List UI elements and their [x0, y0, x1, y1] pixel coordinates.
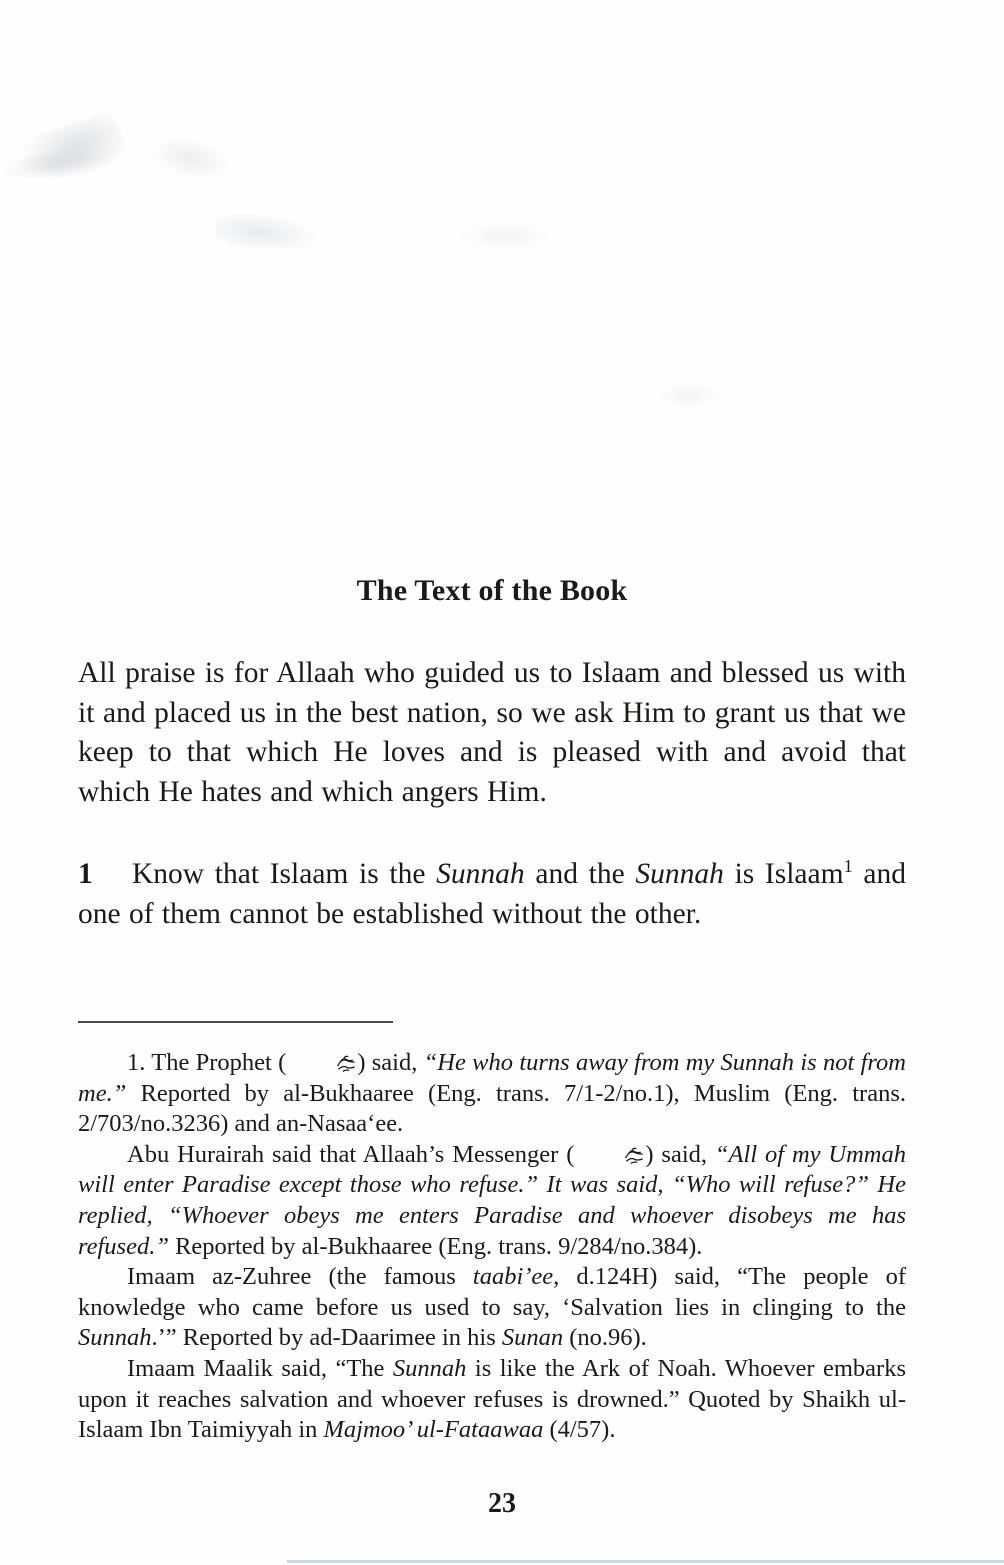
footnote-separator-rule [78, 1021, 393, 1023]
footnote-paragraph-4: Imaam Maalik said, “The Sunnah is like the Ark of Noah. Whoever embarks upon it reaches salvation and whoever refuses is drowned.” Quoted by Shaikh ul-Islaam Ibn Taimiyyah in Majmoo’ ul-Fataawaa (4/57). [78, 1354, 906, 1444]
scan-smudge [455, 222, 555, 250]
saw-symbol-icon [286, 1048, 357, 1079]
saw-symbol-icon [574, 1140, 645, 1171]
footnote-paragraph-2: Abu Hurairah said that Allaah’s Messenger ( ) said, “All of my Ummah will enter Paradise except those who refuse.” It was said, “Who will refuse?” He replied, “Whoever obeys me enters Paradise and whoever disobeys me has refused.” Reported by al-Bukhaaree (Eng. trans. 9/284/no.384). [78, 1140, 906, 1260]
footnotes-section [78, 1021, 906, 1446]
point-number: 1 [78, 858, 93, 890]
page-title: The Text of the Book [356, 574, 628, 607]
numbered-point-1 [78, 855, 906, 934]
scan-smudge [8, 110, 130, 197]
scan-smudge [0, 140, 122, 186]
scan-smudge [147, 130, 234, 186]
scan-smudge [213, 206, 326, 253]
page-number: 23 [488, 1488, 516, 1519]
footnote-paragraph-3: Imaam az-Zuhree (the famous taabi’ee, d.124H) said, “The people of knowledge who came before us used to say, ‘Salvation lies in clinging to the Sunnah.’” Reported by ad-Daarimee in his Sunan (no.96). [78, 1263, 907, 1352]
scan-smudge [655, 382, 725, 408]
point-text: Know that Islaam is the Sunnah and the Sunnah is Islaam$^1$ and one of them cannot be established without the other. [78, 856, 907, 930]
footnote-paragraph-1: 1. The Prophet ( ) said, “He who turns away from my Sunnah is not from me.” Reported by al-Bukhaaree (Eng. trans. 7/1-2/no.1), Muslim (Eng. trans. 2/703/no.3236) and an-Nasaa‘ee. [78, 1049, 906, 1138]
scan-artifact-line [287, 1560, 1004, 1563]
intro-paragraph: All praise is for Allaah who guided us to Islaam and blessed us with it and placed us in the best nation, so we ask Him to grant us that we keep to that which He loves and is pleased with and avoid that which He hates and which angers Him. [78, 657, 906, 808]
